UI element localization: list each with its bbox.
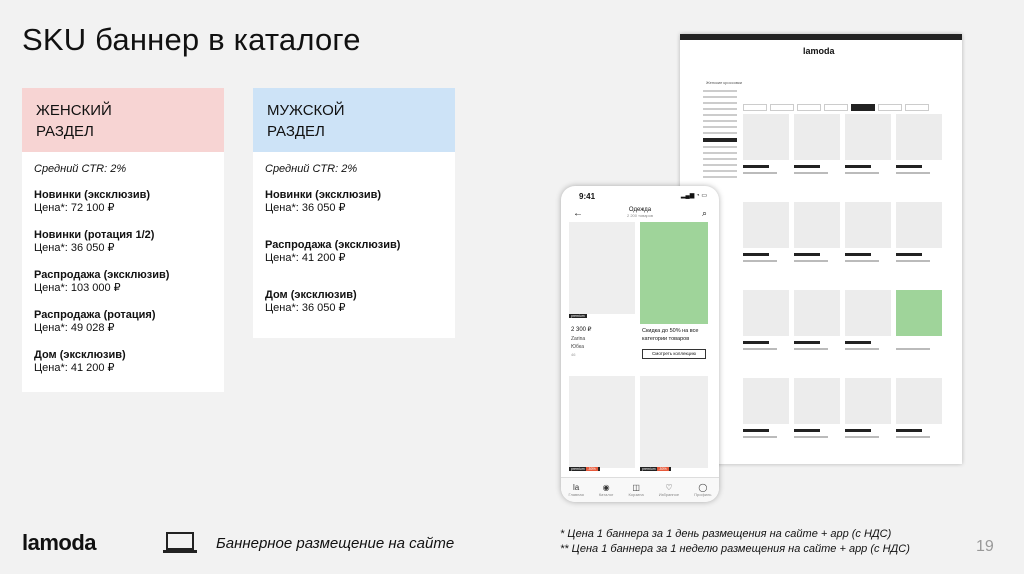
desktop-logo: lamoda <box>803 46 835 56</box>
item-price: Цена*: 36 050 ₽ <box>265 202 346 214</box>
phone-product-size: 46 <box>571 352 576 357</box>
phone-time: 9:41 <box>579 192 596 201</box>
item-price: Цена*: 36 050 ₽ <box>265 302 346 314</box>
discount-label: -50% <box>658 467 667 471</box>
female-section-card <box>22 88 224 392</box>
discount-label: -50% <box>587 467 596 471</box>
phone-product-image <box>569 222 635 314</box>
desktop-catalog-heading: Женские кроссовки <box>706 80 742 85</box>
heart-icon: ♡ <box>665 483 673 492</box>
desktop-sku-banner <box>896 290 942 336</box>
item-price: Цена*: 41 200 ₽ <box>265 252 346 264</box>
male-item <box>265 189 443 216</box>
male-item <box>265 289 443 316</box>
tab-profile <box>694 483 711 497</box>
item-name: Дом (эксклюзив) <box>265 288 357 301</box>
item-name: Распродажа (эксклюзив) <box>265 238 401 251</box>
desktop-filters <box>743 98 955 104</box>
cart-icon: ◫ <box>632 483 640 492</box>
tab-catalog <box>599 483 614 497</box>
desktop-catalog-mockup <box>680 34 962 464</box>
phone-product-kind: Юбка <box>571 344 584 350</box>
phone-category-count: 2 200 товаров <box>626 213 653 218</box>
item-name: Распродажа (эксклюзив) <box>34 268 170 281</box>
phone-sku-banner <box>640 222 708 324</box>
phone-banner-promo-text: Скидка до 50% на все категории товаров <box>642 328 699 342</box>
phone-tabbar <box>561 477 719 502</box>
page-number: 19 <box>976 538 994 555</box>
tab-cart <box>628 483 643 497</box>
tab-home <box>569 483 584 497</box>
phone-catalog-mockup <box>561 186 719 502</box>
tab-label: Главная <box>568 492 584 497</box>
tab-favorites <box>659 483 679 497</box>
item-price: Цена*: 103 000 ₽ <box>34 282 121 294</box>
desktop-sidebar <box>703 90 737 182</box>
male-ctr: Средний CTR: 2% <box>265 163 358 175</box>
desktop-topbar <box>680 34 962 40</box>
premium-label: premium <box>571 467 585 471</box>
item-price: Цена*: 36 050 ₽ <box>34 242 115 254</box>
phone-banner-button: Смотреть коллекцию <box>642 349 706 359</box>
profile-icon: ◯ <box>698 483 708 492</box>
female-item <box>34 269 212 296</box>
slide-title: SKU баннер в каталоге <box>22 22 361 57</box>
female-item <box>34 349 212 376</box>
item-price: Цена*: 41 200 ₽ <box>34 362 115 374</box>
item-name: Дом (эксклюзив) <box>34 348 126 361</box>
catalog-icon: ◉ <box>602 483 610 492</box>
phone-product-brand: Zarina <box>571 336 586 342</box>
female-item <box>34 229 212 256</box>
phone-product-image <box>569 376 635 468</box>
phone-product-price: 2 300 ₽ <box>571 327 592 333</box>
premium-label: premium <box>642 467 656 471</box>
premium-badge <box>640 467 671 471</box>
premium-badge: premium <box>571 314 585 318</box>
phone-product-image <box>640 376 708 468</box>
male-header-line2: РАЗДЕЛ <box>267 123 325 140</box>
tab-label: Каталог <box>598 492 614 497</box>
female-section-header <box>22 88 224 152</box>
item-name: Новинки (эксклюзив) <box>265 188 382 201</box>
item-name: Распродажа (ротация) <box>34 308 156 321</box>
tab-label: Профиль <box>694 492 712 497</box>
banner-placement-text: Баннерное размещение на сайте <box>216 535 455 552</box>
back-arrow-icon: ← <box>573 208 583 219</box>
female-ctr: Средний CTR: 2% <box>34 163 127 175</box>
tab-label: Корзина <box>628 492 644 497</box>
male-section-header <box>253 88 455 152</box>
item-price: Цена*: 72 100 ₽ <box>34 202 115 214</box>
male-item <box>265 239 443 266</box>
female-header-line1: ЖЕНСКИЙ <box>36 102 112 119</box>
desktop-product-grid <box>743 114 942 424</box>
phone-category-header <box>561 207 719 218</box>
female-item <box>34 189 212 216</box>
item-name: Новинки (ротация 1/2) <box>34 228 155 241</box>
male-header-line1: МУЖСКОЙ <box>267 102 345 119</box>
phone-category-title: Одежда <box>628 207 652 213</box>
laptop-icon <box>162 531 198 555</box>
phone-status-icons: ▂▄▆ ◔ ▭ <box>680 193 707 199</box>
tab-label: Избранное <box>658 492 680 497</box>
item-price: Цена*: 49 028 ₽ <box>34 322 115 334</box>
female-item <box>34 309 212 336</box>
search-icon: ⌕ <box>701 208 707 218</box>
footnote-week: ** Цена 1 баннера за 1 неделю размещения на сайте + app (с НДС) <box>560 543 910 555</box>
item-name: Новинки (эксклюзив) <box>34 188 151 201</box>
lamoda-logo: lamoda <box>22 530 97 555</box>
male-section-card <box>253 88 455 338</box>
premium-badge <box>569 467 600 471</box>
female-header-line2: РАЗДЕЛ <box>36 123 94 140</box>
price-footnotes <box>560 527 910 557</box>
footnote-day: * Цена 1 баннера за 1 день размещения на сайте + app (с НДС) <box>560 528 892 540</box>
home-icon: la <box>573 483 580 492</box>
